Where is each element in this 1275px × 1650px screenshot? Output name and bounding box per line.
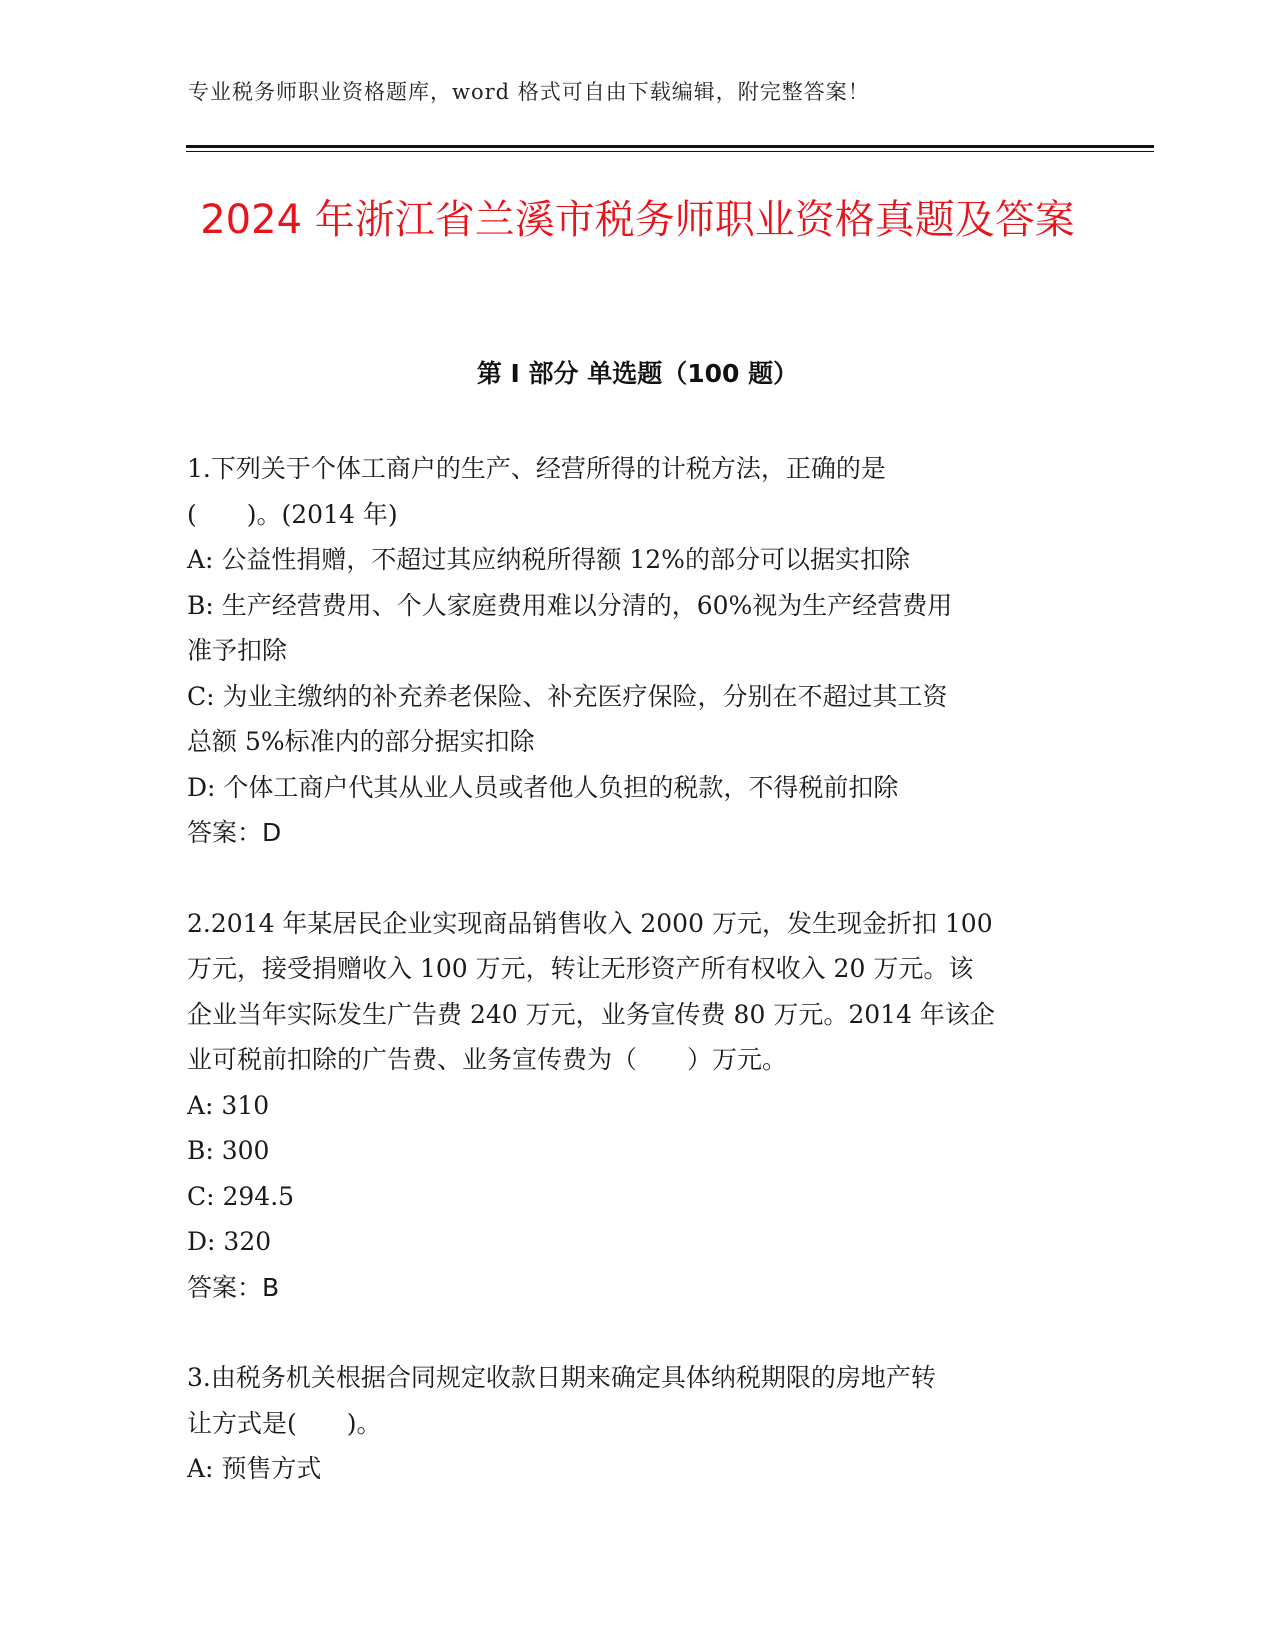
answer-line: 答案：B [187,1272,280,1302]
option-line: A: 公益性捐赠，不超过其应纳税所得额 12%的部分可以据实扣除 [187,545,910,574]
option-line: 准予扣除 [187,636,288,665]
option-line: B: 300 [187,1136,270,1165]
question-text-line: 企业当年实际发生广告费 240 万元，业务宣传费 80 万元。2014 年该企 [187,999,995,1029]
question-text-line: 3.由税务机关根据合同规定收款日期来确定具体纳税期限的房地产转 [187,1363,936,1392]
option-line: A: 310 [187,1090,270,1120]
header-note: 专业税务师职业资格题库，word 格式可自由下载编辑，附完整答案！ [188,80,870,104]
question-text-line: 1.下列关于个体工商户的生产、经营所得的计税方法，正确的是 [187,454,886,483]
question-1 [187,446,1087,856]
document-title: 2024 年浙江省兰溪市税务师职业资格真题及答案 [200,197,1075,243]
question-text-line: 业可税前扣除的广告费、业务宣传费为（ ）万元。 [187,1045,788,1074]
header-rule-thick [186,145,1154,148]
question-text-line: 2.2014 年某居民企业实现商品销售收入 2000 万元，发生现金折扣 100 [187,908,993,938]
question-3 [187,1355,1087,1492]
question-text-line: 让方式是( )。 [187,1408,382,1438]
option-line: D: 个体工商户代其从业人员或者他人负担的税款，不得税前扣除 [187,772,899,802]
option-line: C: 294.5 [187,1181,295,1211]
question-2 [187,901,1087,1311]
option-line: A: 预售方式 [187,1454,322,1483]
option-line: B: 生产经营费用、个人家庭费用难以分清的，60%视为生产经营费用 [187,590,953,620]
section-title: 第 I 部分 单选题（100 题） [476,359,799,388]
option-line: C: 为业主缴纳的补充养老保险、补充医疗保险，分别在不超过其工资 [187,681,948,711]
question-list [187,446,1087,1537]
question-text-line: ( )。(2014 年) [187,499,398,529]
question-text-line: 万元，接受捐赠收入 100 万元，转让无形资产所有权收入 20 万元。该 [187,954,974,983]
answer-line: 答案：D [187,818,282,847]
option-line: D: 320 [187,1227,272,1256]
header-rule-thin [186,151,1154,152]
option-line: 总额 5%标准内的部分据实扣除 [187,727,535,756]
